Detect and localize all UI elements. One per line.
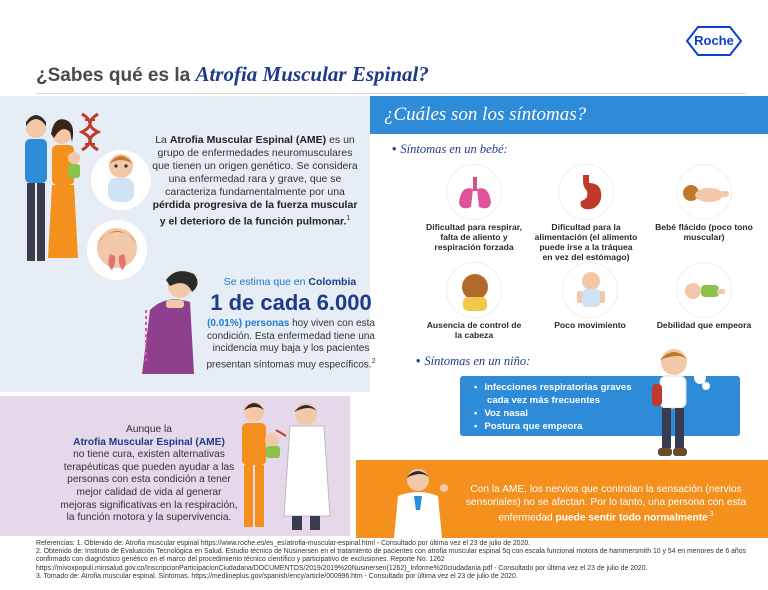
reference-item: Referencias: 1. Obtenido de: Atrofia muscular espinal https://www.roche.es/es_es/atrofia-muscular-espinal.html - Consultado por última vez el 23 de julio de 2020. <box>36 540 531 547</box>
list-item: • Postura que empeora <box>474 421 674 433</box>
lying-baby-icon-circle <box>562 262 618 318</box>
sensation-sup: .3 <box>707 511 714 519</box>
symptom-label: Dificultad para respirar, falta de aliento y respiración forzada <box>426 222 522 252</box>
sensation-body: Con la AME, los nervios que controlan la sensación (nervios sensoriales) no se afectan. Por lo tanto, una persona con esta enfermedad <box>465 484 747 524</box>
intro-part1: La <box>155 134 170 146</box>
roche-logo-text: Roche <box>694 33 734 48</box>
symptom-label: Dificultad para la alimentación (el alimento puede irse a la tráquea en vez del estómago) <box>534 222 638 262</box>
stomach-icon-circle <box>558 164 614 220</box>
baby-illustration <box>90 142 152 218</box>
reference-item: 3. Tomado de: Atrofia muscular espinal. Síntomas. https://medlineplus.gov/spanish/ency/article/000996.htm - Consultado por última vez el 23 de julio de 2020. <box>36 572 518 580</box>
weak-baby-icon-circle <box>676 262 732 318</box>
baby-heading-text: Síntomas en un bebé: <box>400 142 508 156</box>
child-heading-text: Síntomas en un niño: <box>424 354 531 368</box>
intro-paragraph <box>150 134 360 229</box>
treatment-term: Atrofia Muscular Espinal (AME) <box>73 436 225 448</box>
bullet-icon: • <box>416 354 421 368</box>
bullet-icon: • <box>392 142 397 156</box>
stat-sup: 2 <box>371 357 376 365</box>
title-divider <box>36 93 746 94</box>
baby-head-icon <box>447 263 503 319</box>
intro-term: Atrofia Muscular Espinal (AME) <box>169 134 327 146</box>
reference-item: https://mivoxpopuli.minsalud.gov.co/InscripcionParticipacionCiudadana/DOCUMENTOS/2019/2019%20Nusinersen(1262)_Informe%20ciudadania.pdf - Consultado por última vez el 23 de julio de 2020. <box>36 564 648 572</box>
weak-baby-icon <box>677 263 733 319</box>
stat-body-text: hoy viven con esta condición. Esta enfermedad tiene una incidencia muy baja y los pacientes presentan síntomas muy específicos. <box>206 318 375 370</box>
symptom-label: Ausencia de control de la cabeza <box>426 320 522 340</box>
head-icon-circle <box>446 262 502 318</box>
doctor-illustration <box>386 466 452 538</box>
stat-big-number: 1 de cada 6.000 <box>210 290 372 315</box>
lungs-icon-circle <box>446 164 502 220</box>
symptom-label: Bebé flácido (poco tono muscular) <box>655 222 753 242</box>
symptom-label: Debilidad que empeora <box>656 320 752 330</box>
lying-baby-icon <box>563 263 619 319</box>
mother-doctor-illustration <box>226 396 346 536</box>
stat-body <box>196 318 386 371</box>
coughing-child-illustration <box>630 344 714 462</box>
treatment-lead: Aunque la <box>126 424 172 435</box>
symptoms-header: ¿Cuáles son los síntomas? <box>384 104 587 125</box>
stat-pct: (0.01%) personas <box>207 318 290 329</box>
title-prefix: ¿Sabes qué es la <box>36 65 196 86</box>
sensation-text <box>458 484 754 525</box>
reference-item: 2. Obtenido de: Instituto de Evaluación Tecnológica en Salud. Estudio técnico de Nusinersen en el tratamiento de pacientes con atrofia muscular espinal 5q con escala funcional motora de hammersmith 10 y 54 en menores de 6 años confirmado con diagnóstico genético en el marco del procedimiento técnico científico y participativo de exclusiones. Reporte No. 1262 <box>36 548 747 564</box>
title-accent: Atrofia Muscular Espinal? <box>195 62 429 86</box>
sensation-bold: puede sentir todo normalmente <box>555 512 708 524</box>
stat-country: Colombia <box>308 276 357 288</box>
treatment-paragraph <box>60 424 238 525</box>
floppy-baby-icon <box>677 165 733 221</box>
intro-bold: pérdida progresiva de la fuerza muscular y el deterioro de la función pulmonar. <box>152 199 358 228</box>
child-symptoms-heading <box>416 354 530 369</box>
list-item: • Voz nasal <box>474 408 674 420</box>
stomach-icon <box>559 165 615 221</box>
intro-part2: es un grupo de enfermedades neuromusculares que tienen un origen genético. Se considera una enfermedad rara y grave, que se caracteriza fundamentalmente por una <box>152 134 358 198</box>
baby-symptoms-heading <box>392 142 508 157</box>
references <box>36 540 756 581</box>
floppy-baby-icon-circle <box>676 164 732 220</box>
lungs-icon <box>447 165 503 221</box>
stat-lead-text: Se estima que en <box>223 276 309 288</box>
page-title <box>36 62 429 87</box>
list-item: • Infecciones respiratorias graves <box>474 382 674 394</box>
list-item: cada vez más frecuentes <box>487 395 601 406</box>
stat-lead <box>192 276 388 288</box>
symptom-label: Poco movimiento <box>554 320 626 330</box>
treatment-body: no tiene cura, existen alternativas terapéuticas que pueden ayudar a las personas con esta condición a tener mejor calidad de vida al generar mejoras significativas en la respiración, la función motora y la supervivencia. <box>60 449 238 524</box>
intro-sup: 1 <box>346 215 351 222</box>
